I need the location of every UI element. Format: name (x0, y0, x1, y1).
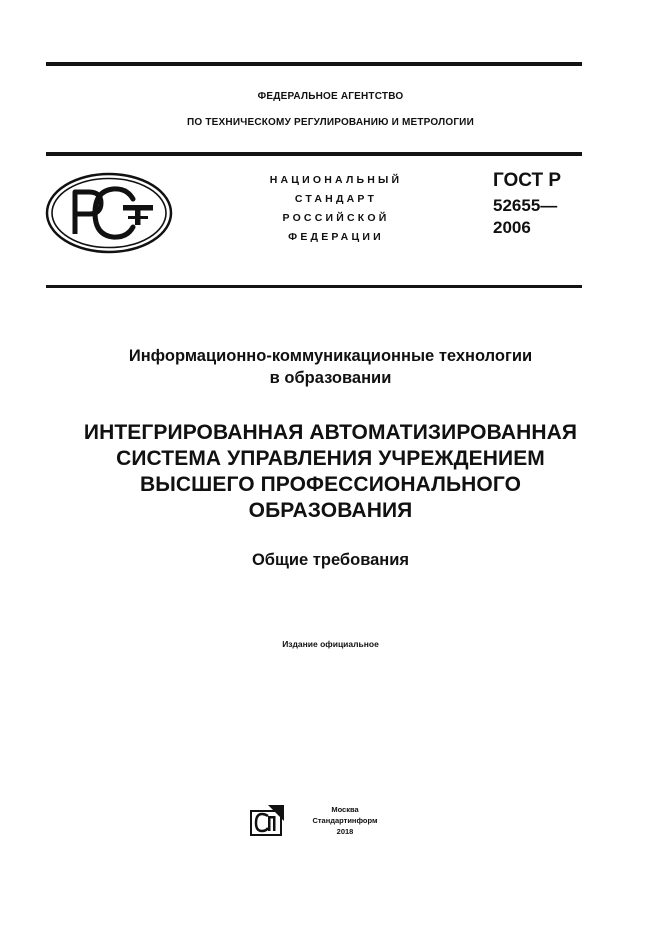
national-line: РОССИЙСКОЙ (282, 212, 390, 224)
gost-label: ГОСТ Р (493, 170, 562, 191)
gost-designation (493, 170, 561, 239)
standartinform-logo-icon (248, 805, 284, 837)
title-line: ИНТЕГРИРОВАННАЯ АВТОМАТИЗИРОВАННАЯ (83, 421, 578, 444)
rst-logo-icon (45, 172, 173, 254)
document-title (0, 420, 661, 524)
middle-rule (46, 152, 582, 156)
agency-line-2: ПО ТЕХНИЧЕСКОМУ РЕГУЛИРОВАНИЮ И МЕТРОЛОГИИ (187, 117, 474, 128)
national-line: СТАНДАРТ (294, 193, 378, 205)
publisher-year: 2018 (336, 827, 354, 836)
national-line: НАЦИОНАЛЬНЫЙ (269, 174, 403, 186)
publisher-name: Стандартинформ (312, 816, 378, 825)
document-subtitle: Общие требования (251, 551, 410, 569)
publisher-block (300, 804, 390, 837)
title-line: ОБРАЗОВАНИЯ (248, 499, 413, 522)
edition-note: Издание официальное (282, 639, 379, 649)
agency-line-1: ФЕДЕРАЛЬНОЕ АГЕНТСТВО (257, 91, 404, 102)
publisher-city: Москва (331, 805, 359, 814)
gost-year: 2006 (493, 218, 531, 237)
bottom-rule (46, 285, 582, 288)
gost-number: 52655— (493, 196, 558, 215)
national-line: ФЕДЕРАЦИИ (288, 231, 384, 243)
national-standard-label (236, 171, 436, 247)
document-subject (0, 345, 661, 389)
title-line: ВЫСШЕГО ПРОФЕССИОНАЛЬНОГО (139, 473, 522, 496)
title-line: СИСТЕМА УПРАВЛЕНИЯ УЧРЕЖДЕНИЕМ (116, 447, 545, 470)
subject-line: в образовании (269, 369, 392, 387)
top-rule (46, 62, 582, 66)
subject-line: Информационно-коммуникационные технологии (128, 347, 533, 365)
